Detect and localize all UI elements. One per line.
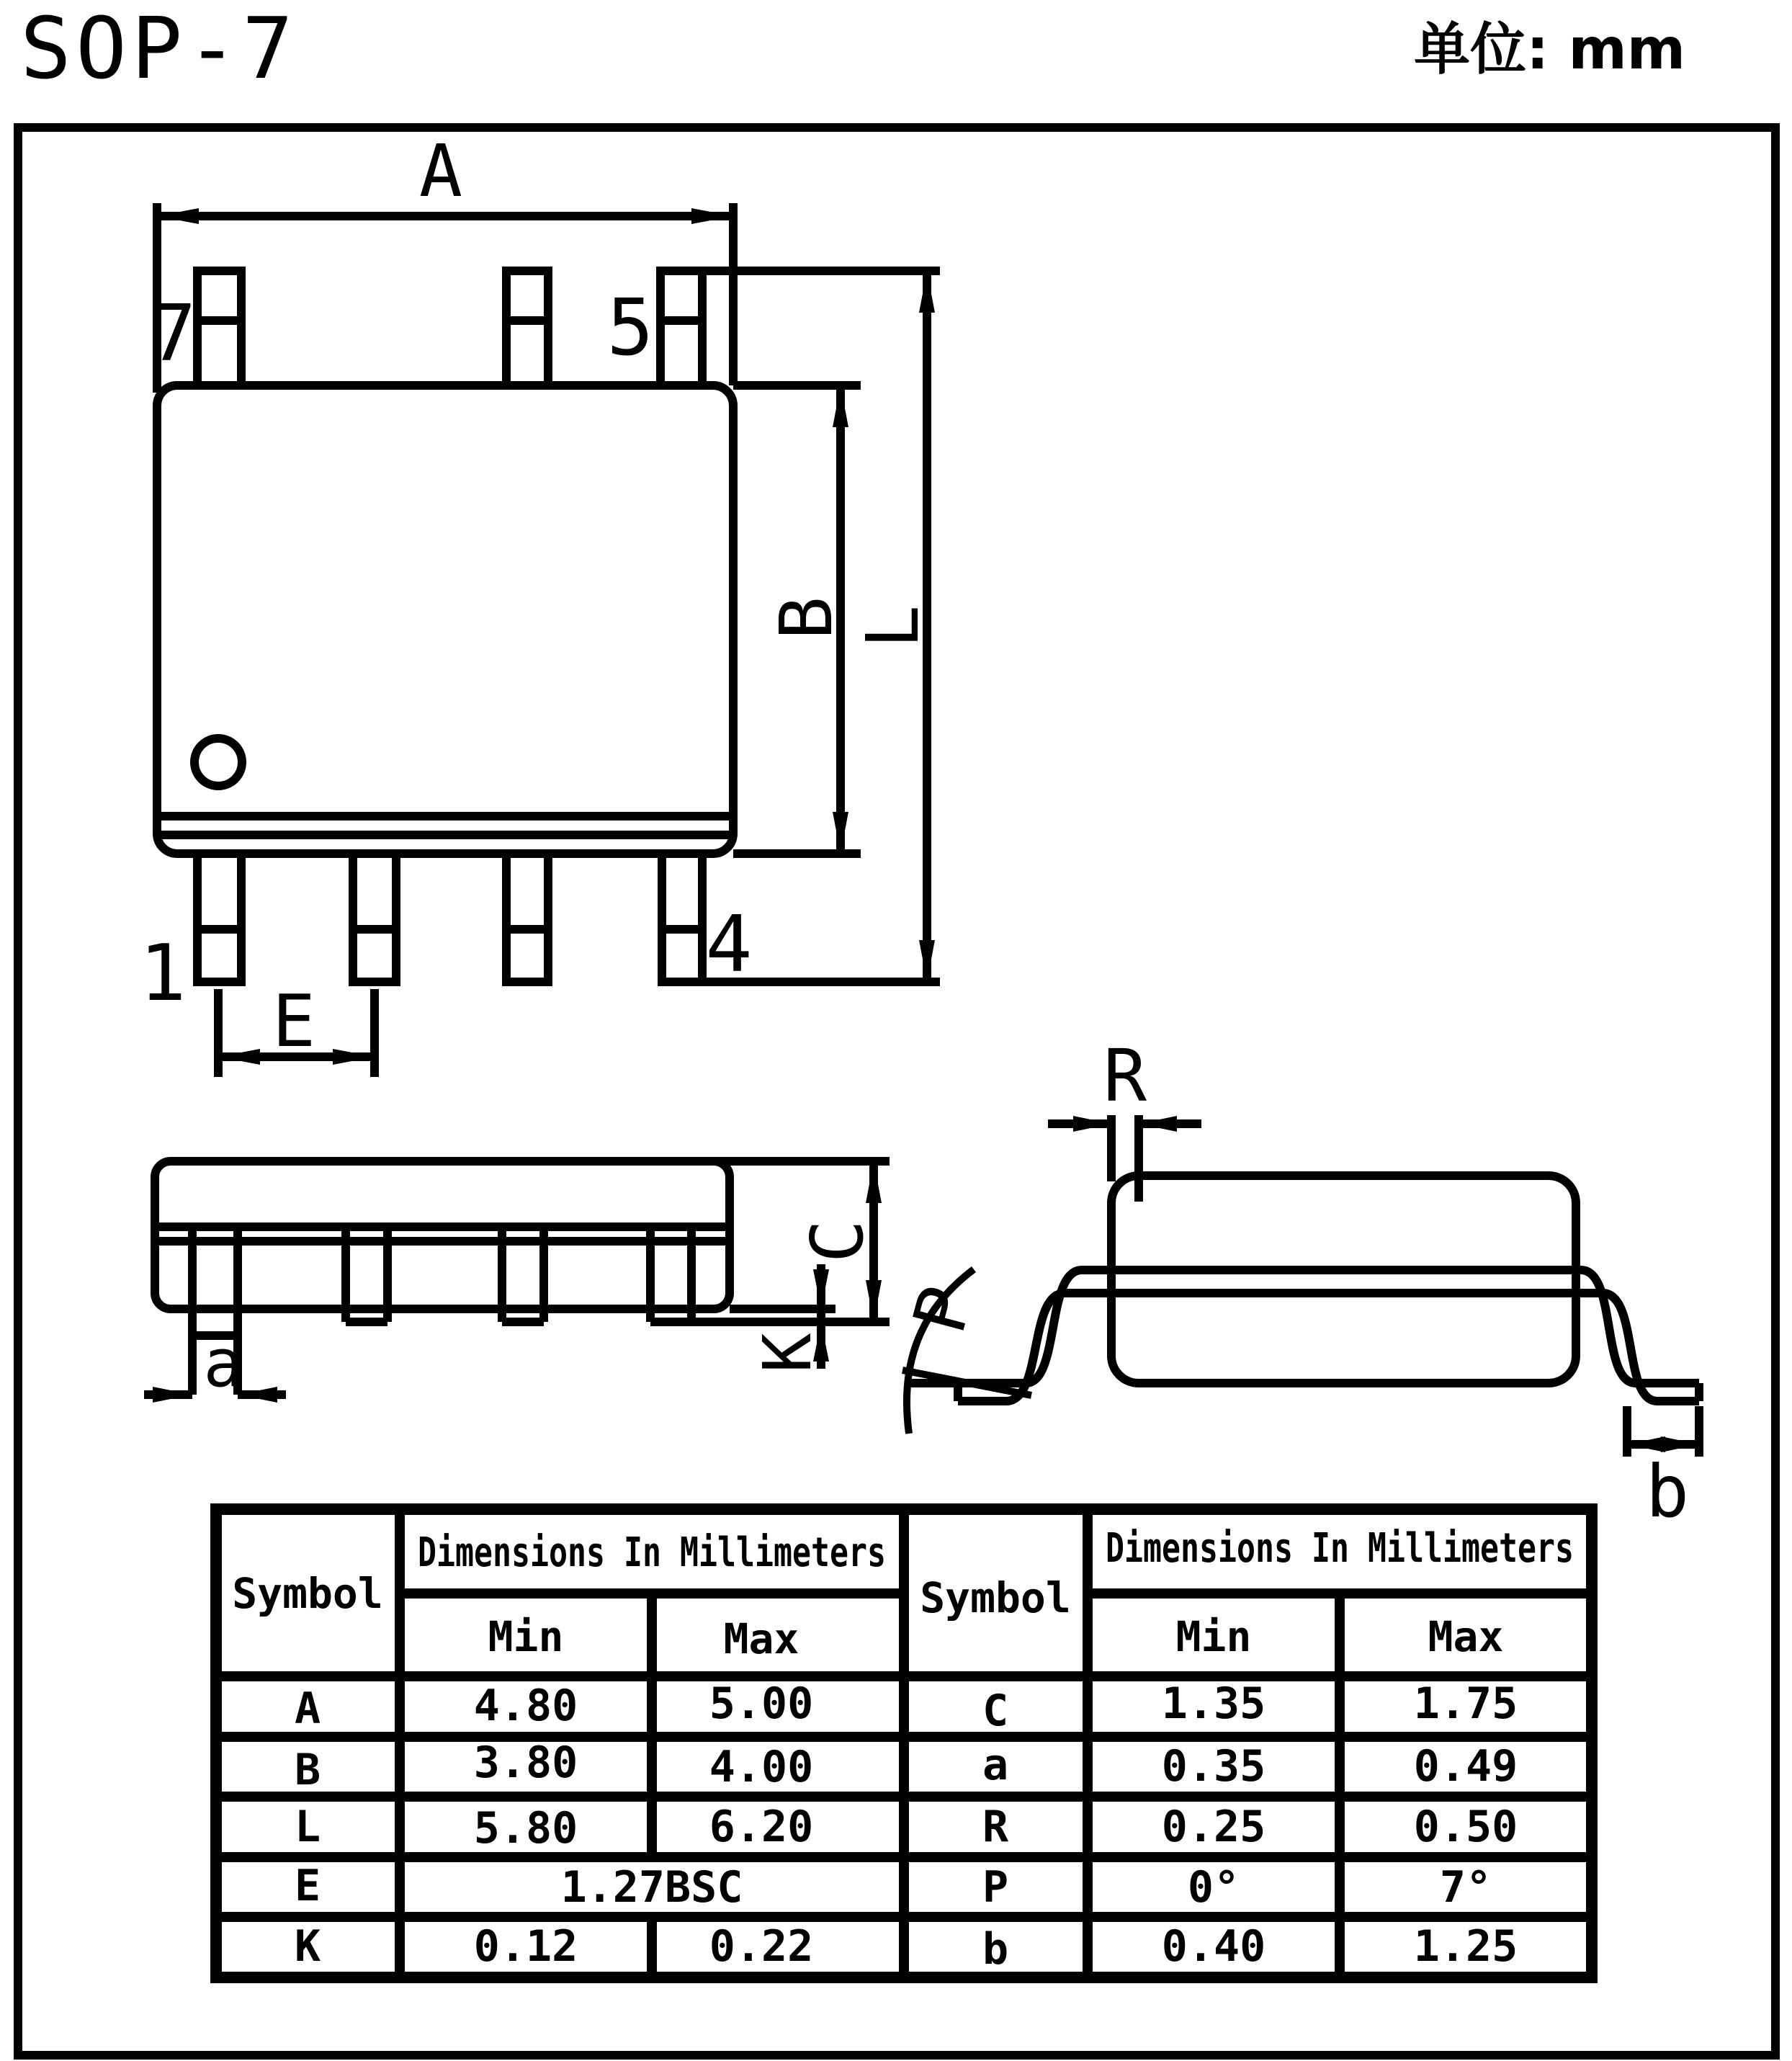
end-view [897, 1034, 1699, 1534]
pin-label-4: 4 [705, 900, 753, 990]
dim-label-P: P [897, 1277, 990, 1342]
table-row-b [982, 1921, 1518, 1975]
left-min-header: Min [488, 1612, 564, 1661]
cell-min: 1.35 [1161, 1678, 1266, 1729]
package-body-top-view [157, 385, 733, 854]
pin-4 [662, 854, 702, 982]
dimension-table [216, 1509, 1592, 1977]
right-max-header: Max [1428, 1612, 1504, 1661]
dim-label-b: b [1645, 1449, 1690, 1534]
cell-min: 0.40 [1161, 1921, 1266, 1972]
pin-1 [197, 854, 241, 982]
right-dims-header: Dimensions In Millimeters [1106, 1525, 1574, 1572]
cell-max: 6.20 [709, 1802, 814, 1852]
pin-3 [506, 854, 548, 982]
dim-label-B: B [764, 596, 848, 640]
lead-top-line [958, 1270, 1699, 1383]
cell-symbol: B [294, 1745, 321, 1795]
dim-label-A: A [418, 129, 463, 213]
table-row-R [982, 1802, 1518, 1852]
cell-max: 4.00 [709, 1742, 814, 1792]
cell-max: 0.50 [1413, 1802, 1518, 1852]
cell-min: 4.80 [473, 1681, 578, 1731]
cell-symbol: a [982, 1740, 1009, 1790]
pin-label-7: 7 [149, 289, 197, 379]
side-view [144, 1161, 890, 1403]
left-symbol-header: Symbol [232, 1569, 383, 1618]
dim-label-K: K [749, 1333, 826, 1373]
cell-span-value: 1.27BSC [560, 1862, 743, 1913]
cell-symbol: C [982, 1686, 1009, 1736]
table-row-L [295, 1802, 813, 1854]
pin-label-5: 5 [606, 283, 654, 373]
table-row-C [982, 1678, 1518, 1736]
cell-symbol: P [982, 1862, 1009, 1913]
cell-symbol: E [294, 1861, 321, 1911]
page-title: SOP-7 [20, 0, 298, 98]
cell-max: 1.75 [1413, 1678, 1518, 1729]
cell-symbol: L [294, 1802, 321, 1852]
table-row-A [295, 1678, 813, 1734]
package-body-end-view [1111, 1176, 1576, 1383]
cell-min: 0.35 [1161, 1741, 1266, 1792]
dim-label-L: L [851, 604, 935, 649]
cell-min: 5.80 [473, 1803, 578, 1854]
cell-min: 0.25 [1161, 1802, 1266, 1852]
pin-7 [197, 271, 241, 385]
table-row-B [295, 1738, 813, 1795]
cell-symbol: A [294, 1684, 321, 1734]
pin1-indicator-dot [194, 738, 242, 786]
cell-min: 0° [1187, 1862, 1240, 1913]
table-row-P [982, 1862, 1492, 1913]
cell-max: 1.25 [1413, 1921, 1518, 1972]
pin-2 [353, 854, 396, 982]
table-row-E [295, 1861, 743, 1913]
top-view [139, 129, 940, 1077]
pin-6 [506, 271, 548, 385]
pin-label-1: 1 [139, 929, 187, 1019]
cell-symbol: b [982, 1924, 1009, 1975]
cell-min: 3.80 [473, 1738, 578, 1788]
table-row-K [295, 1921, 813, 1972]
cell-symbol: R [982, 1802, 1009, 1852]
cell-max: 0.49 [1413, 1741, 1518, 1792]
cell-max: 7° [1439, 1862, 1492, 1913]
right-symbol-header: Symbol [920, 1573, 1071, 1622]
dim-label-R: R [1103, 1034, 1147, 1118]
dim-label-E: E [272, 979, 316, 1063]
cell-min: 0.12 [473, 1921, 578, 1972]
table-row-a [982, 1740, 1518, 1792]
left-max-header: Max [723, 1614, 799, 1663]
cell-symbol: K [294, 1921, 321, 1972]
pin-5 [660, 271, 702, 385]
cell-max: 5.00 [709, 1678, 814, 1729]
right-min-header: Min [1175, 1612, 1252, 1661]
dim-label-a: a [203, 1325, 243, 1402]
dim-label-C: C [795, 1219, 879, 1264]
unit-label: 单位: mm [1414, 17, 1685, 82]
left-dims-header: Dimensions In Millimeters [418, 1529, 886, 1576]
cell-max: 0.22 [709, 1921, 814, 1972]
